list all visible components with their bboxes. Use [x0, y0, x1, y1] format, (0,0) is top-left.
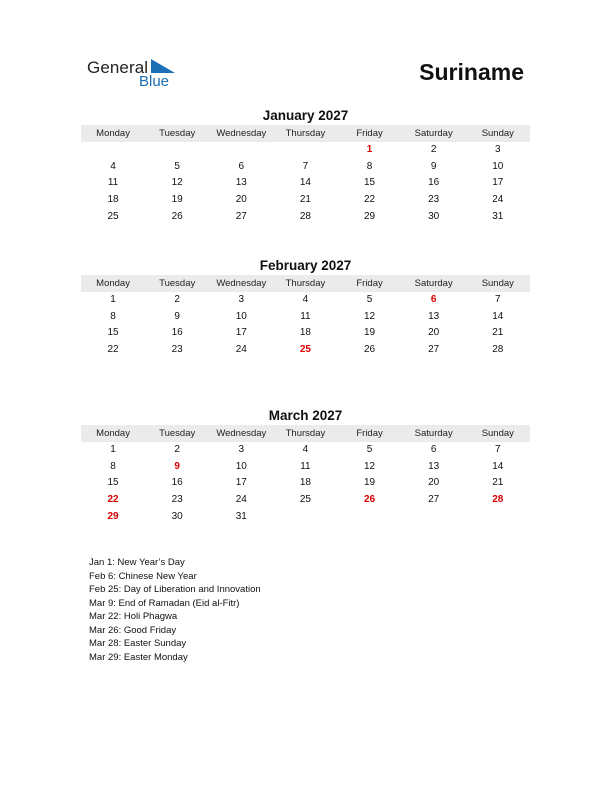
day-cell: 20 — [428, 327, 440, 339]
day-cell: 16 — [171, 477, 183, 489]
weekday-header: Thursday — [285, 278, 326, 289]
day-cell: 19 — [171, 194, 183, 206]
logo-triangle-icon — [151, 59, 175, 73]
day-cell: 11 — [300, 310, 311, 322]
week-row — [81, 442, 530, 459]
day-cell: 30 — [171, 510, 183, 522]
week-row — [81, 175, 530, 192]
day-cell: 20 — [428, 477, 440, 489]
day-cell: 6 — [430, 444, 437, 455]
weekday-header: Friday — [356, 128, 383, 139]
day-cell: 25 — [107, 210, 119, 222]
day-cell: 18 — [107, 194, 119, 206]
weekday-header: Sunday — [481, 278, 514, 289]
day-cell: 22 — [107, 344, 119, 356]
day-cell: 15 — [107, 327, 119, 339]
week-row — [81, 475, 530, 492]
day-cell — [209, 142, 273, 159]
holiday-day-cell: 22 — [107, 494, 119, 506]
day-cell: 2 — [174, 444, 180, 455]
weekday-header: Wednesday — [216, 128, 267, 139]
day-cell — [81, 142, 145, 159]
day-cell — [273, 142, 337, 159]
day-cell: 12 — [364, 310, 376, 322]
day-cell: 31 — [235, 510, 247, 522]
day-cell: 2 — [430, 144, 437, 155]
weekday-header: Friday — [356, 278, 383, 289]
day-cell: 7 — [495, 444, 501, 455]
day-cell: 17 — [492, 177, 504, 189]
day-cell: 25 — [299, 494, 311, 506]
weekday-header: Wednesday — [216, 428, 267, 439]
day-cell — [466, 509, 530, 526]
day-cell: 17 — [235, 477, 247, 489]
day-cell: 3 — [238, 294, 245, 305]
day-cell: 24 — [235, 344, 247, 356]
week-row — [81, 192, 530, 209]
holiday-day-cell: 25 — [299, 344, 311, 356]
weekday-header: Tuesday — [159, 428, 196, 439]
country-title: Suriname — [419, 59, 524, 85]
weekday-header: Sunday — [481, 128, 514, 139]
holiday-day-cell: 9 — [174, 460, 180, 472]
weekday-header: Wednesday — [216, 278, 267, 289]
day-cell: 16 — [428, 177, 440, 189]
day-cell: 3 — [495, 144, 501, 155]
weekday-header: Monday — [96, 128, 130, 139]
weekday-header: Tuesday — [159, 128, 196, 139]
day-cell: 15 — [364, 177, 376, 189]
weekday-header: Friday — [356, 428, 383, 439]
holiday-item: Mar 9: End of Ramadan (Eid al-Fitr) — [89, 597, 240, 609]
holiday-day-cell: 29 — [107, 510, 119, 522]
week-row — [81, 492, 530, 509]
logo-text-general: General — [87, 58, 149, 77]
weekday-header-row — [81, 275, 530, 292]
month-title: March 2027 — [268, 408, 343, 423]
weekday-header: Saturday — [414, 278, 453, 289]
day-cell: 15 — [107, 477, 119, 489]
day-cell: 24 — [492, 194, 504, 206]
day-cell: 13 — [428, 460, 440, 472]
weekday-header: Monday — [96, 278, 130, 289]
day-cell: 20 — [235, 194, 247, 206]
day-cell: 4 — [302, 294, 309, 305]
day-cell: 22 — [364, 194, 376, 206]
day-cell: 27 — [235, 210, 247, 222]
day-cell: 24 — [235, 494, 247, 506]
day-cell: 17 — [235, 327, 247, 339]
day-cell — [338, 509, 402, 526]
day-cell: 21 — [299, 194, 311, 206]
day-cell: 5 — [366, 294, 373, 305]
day-cell: 16 — [171, 327, 183, 339]
day-cell: 28 — [492, 344, 504, 356]
day-cell: 14 — [492, 310, 504, 322]
week-row — [81, 292, 530, 309]
holiday-day-cell: 1 — [366, 144, 373, 155]
week-row — [81, 159, 530, 176]
holiday-item: Mar 26: Good Friday — [89, 624, 177, 636]
holiday-item: Mar 29: Easter Monday — [89, 651, 188, 663]
logo-text-blue: Blue — [139, 73, 170, 90]
weekday-header: Thursday — [285, 128, 326, 139]
holiday-item: Mar 28: Easter Sunday — [89, 638, 187, 649]
holiday-item: Feb 25: Day of Liberation and Innovation — [89, 584, 261, 595]
weekday-header: Tuesday — [159, 278, 196, 289]
holiday-item: Mar 22: Holi Phagwa — [89, 611, 178, 622]
weekday-header: Saturday — [414, 128, 453, 139]
day-cell: 3 — [238, 444, 245, 455]
day-cell: 21 — [492, 327, 504, 339]
weekday-header: Monday — [96, 428, 130, 439]
day-cell: 14 — [492, 460, 504, 472]
day-cell: 31 — [492, 210, 504, 222]
day-cell: 13 — [235, 177, 247, 189]
day-cell: 19 — [364, 477, 376, 489]
week-row — [81, 342, 530, 359]
day-cell: 10 — [492, 160, 504, 172]
month-title: January 2027 — [262, 108, 349, 123]
day-cell: 23 — [171, 344, 183, 356]
day-cell: 5 — [174, 160, 180, 172]
day-cell: 8 — [110, 460, 116, 472]
weekday-header: Saturday — [414, 428, 453, 439]
day-cell: 27 — [428, 494, 440, 506]
weekday-header: Thursday — [285, 428, 326, 439]
day-cell: 13 — [428, 310, 440, 322]
day-cell: 4 — [302, 444, 309, 455]
holiday-day-cell: 6 — [430, 294, 437, 305]
day-cell: 30 — [428, 210, 440, 222]
weekday-header-row — [81, 125, 530, 142]
week-row — [81, 142, 530, 159]
day-cell: 18 — [299, 477, 311, 489]
day-cell: 26 — [171, 210, 183, 222]
weekday-header-row — [81, 425, 530, 442]
day-cell: 4 — [110, 160, 116, 172]
day-cell: 12 — [171, 177, 183, 189]
day-cell: 18 — [299, 327, 311, 339]
day-cell: 6 — [238, 160, 245, 172]
day-cell: 8 — [366, 160, 373, 172]
day-cell: 12 — [364, 460, 376, 472]
day-cell: 10 — [235, 310, 247, 322]
month-january — [81, 107, 530, 225]
holiday-item: Feb 6: Chinese New Year — [89, 570, 197, 582]
day-cell: 23 — [171, 494, 183, 506]
day-cell: 7 — [302, 160, 309, 172]
day-cell: 11 — [300, 460, 311, 472]
holiday-day-cell: 28 — [492, 494, 504, 506]
day-cell: 9 — [174, 310, 180, 322]
day-cell: 9 — [430, 160, 437, 172]
day-cell — [145, 142, 209, 159]
day-cell: 1 — [110, 294, 116, 305]
day-cell: 5 — [366, 444, 373, 455]
week-row — [81, 459, 530, 476]
day-cell — [273, 509, 337, 526]
day-cell: 21 — [492, 477, 504, 489]
day-cell: 27 — [428, 344, 440, 356]
week-row — [81, 209, 530, 226]
generalblue-logo — [87, 56, 187, 94]
day-cell: 1 — [110, 444, 116, 455]
weekday-header: Sunday — [481, 428, 514, 439]
day-cell: 2 — [174, 294, 180, 305]
holiday-list — [89, 556, 261, 664]
day-cell: 7 — [495, 294, 501, 305]
day-cell: 28 — [299, 210, 311, 222]
month-title: February 2027 — [259, 258, 352, 273]
week-row — [81, 509, 530, 526]
week-row — [81, 309, 530, 326]
month-march — [81, 407, 530, 525]
week-row — [81, 325, 530, 342]
day-cell: 10 — [235, 460, 247, 472]
day-cell: 19 — [364, 327, 376, 339]
holiday-day-cell: 26 — [364, 494, 376, 506]
day-cell: 14 — [299, 177, 311, 189]
day-cell — [402, 509, 466, 526]
day-cell: 8 — [110, 310, 116, 322]
day-cell: 11 — [107, 177, 119, 189]
day-cell: 23 — [428, 194, 440, 206]
holiday-item: Jan 1: New Year’s Day — [89, 557, 185, 568]
day-cell: 26 — [364, 344, 376, 356]
month-february — [81, 257, 530, 359]
day-cell: 29 — [364, 210, 376, 222]
